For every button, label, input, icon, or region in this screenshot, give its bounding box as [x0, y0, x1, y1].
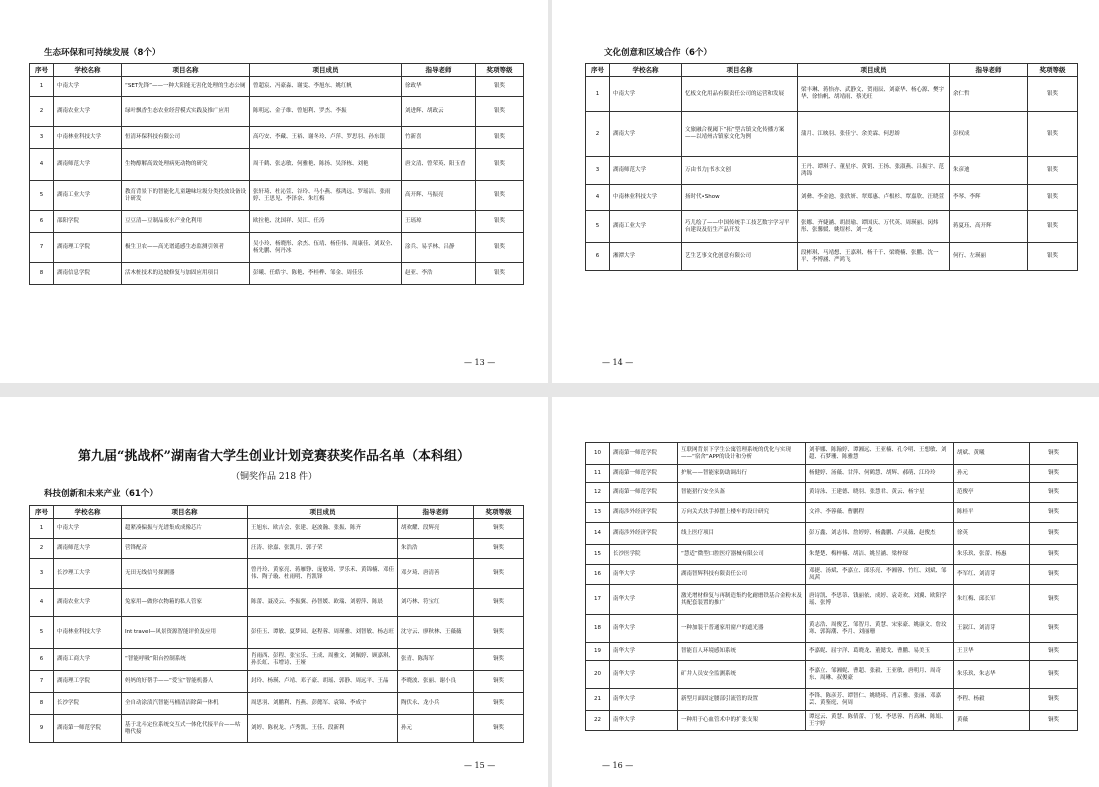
page-16 [552, 397, 1099, 787]
advisors: 孙元 [954, 465, 1030, 483]
team-members: 吴小玲、杨晓彤、余杰、伍靖、杨佳伟、周康佳、刘双全、杨先鹏、何丹冰 [250, 233, 402, 263]
table-row [30, 519, 524, 539]
awards-table [585, 63, 1078, 271]
team-members: 高巧安、李藏、王裕、谢冬玲、卢萍、罗思羽、孙东银 [250, 127, 402, 149]
row-number: 22 [586, 711, 610, 731]
school-name: 南华大学 [610, 711, 678, 731]
col-header: 项目成员 [798, 64, 950, 77]
row-number: 7 [30, 233, 54, 263]
col-header: 指导老师 [398, 506, 474, 519]
school-name: 中南林业科技大学 [54, 617, 122, 649]
team-members: 李锋、陈彦芳、谭智仁、姚晓琦、肖京雅、张丽、邓嘉芸、黄鉴庭、何周 [806, 689, 954, 711]
award-level: 银奖 [1028, 211, 1078, 243]
team-members: 蒲月、江映羽、张佳宁、余美霖、何思娇 [798, 112, 950, 157]
team-members: 朱楚楚、梅梓楠、胡洁、姚昱涵、梁梓琛 [806, 545, 954, 565]
award-level: 铜奖 [1030, 643, 1078, 661]
team-members: 陈明远、金子维、曾旭利、罗杰、李振 [250, 97, 402, 127]
row-number: 6 [30, 649, 54, 671]
table-row [30, 211, 524, 233]
school-name: 湖南涉外经济学院 [610, 523, 678, 545]
col-header: 学校名称 [54, 64, 122, 77]
table-row [586, 711, 1078, 731]
table-row [586, 661, 1078, 689]
advisors: 朱乐玖、朱志华 [954, 661, 1030, 689]
school-name: 湖南理工学院 [54, 233, 122, 263]
row-number: 5 [30, 181, 54, 211]
row-number: 6 [586, 243, 610, 271]
row-number: 3 [586, 157, 610, 185]
advisors: 何行、左瑛丽 [950, 243, 1028, 271]
team-members: 曾超宸、冯豪淼、谢雯、李旭东、姚红帆 [250, 77, 402, 97]
advisors: 刘巧林、符宝红 [398, 589, 474, 617]
table-row [30, 649, 524, 671]
table-row [30, 539, 524, 559]
team-members: 文祥、李蓉薇、曹鹏程 [806, 503, 954, 523]
project-name: 兔家用—做你衣物箱的私人管家 [122, 589, 248, 617]
table-row [586, 243, 1078, 271]
school-name: 中南林业科技大学 [610, 185, 682, 211]
team-members: 刘婷、陈祝龙、卢秀凯、王佳、段新利 [248, 715, 398, 743]
team-members: 封玲、杨瑛、卢靖、邓子豪、胡瑶、郭静、周远平、王晶 [248, 671, 398, 693]
advisors: 范俊亭 [954, 483, 1030, 503]
school-name: 中南大学 [54, 519, 122, 539]
project-name: 护航——智能家防助调出行 [678, 465, 806, 483]
project-name: 活木桩技术的边坡修复与加固应用项目 [122, 263, 250, 285]
table-row [586, 483, 1078, 503]
project-name: 激光增材修复与再制造集约化耐磨铁基合金粉末及其配套装置的推广 [678, 585, 806, 615]
team-members: 周思羽、刘鹏利、肖燕、彭懿军、袁锦、李成宇 [248, 693, 398, 715]
advisors: 蒋夏珏、高开辉 [950, 211, 1028, 243]
project-name: 智能猎行安全头盔 [678, 483, 806, 503]
award-level: 银奖 [476, 211, 524, 233]
table-row [30, 589, 524, 617]
project-name: 湖南智辉科技有限责任公司 [678, 565, 806, 585]
row-number: 14 [586, 523, 610, 545]
table-row [30, 149, 524, 181]
award-level: 银奖 [476, 97, 524, 127]
award-level: 铜奖 [1030, 615, 1078, 643]
col-header: 项目成员 [248, 506, 398, 519]
project-name: Int travel—风景资源智能评价及应用 [122, 617, 248, 649]
project-name: 艺生艺事文化创意有限公司 [682, 243, 798, 271]
award-level: 铜奖 [1030, 443, 1078, 465]
table-row [30, 263, 524, 285]
header-row [30, 64, 524, 77]
row-number: 11 [586, 465, 610, 483]
project-name: 万向关式扶手掉摆上楼车的设计研究 [678, 503, 806, 523]
row-number: 1 [30, 519, 54, 539]
col-header: 学校名称 [54, 506, 122, 519]
document-subtitle: （铜奖作品 218 件） [231, 472, 317, 482]
team-members: 谭逗云、黄慧、陈倩蕾、丁悦、李思蓉、肖高琳、陈娟、王宇婷 [806, 711, 954, 731]
row-number: 18 [586, 615, 610, 643]
award-level: 铜奖 [1030, 689, 1078, 711]
school-name: 湖南第一师范学院 [54, 715, 122, 743]
table-row [30, 233, 524, 263]
table-row [586, 615, 1078, 643]
school-name: 湖南师范大学 [610, 157, 682, 185]
team-members: 杨健婷、汤薇、甘萍、何鹤慧、胡辉、郝萌、江玲玲 [806, 465, 954, 483]
header-row [30, 506, 524, 519]
advisors: 彭权成 [950, 112, 1028, 157]
section-title: 生态环保和可持续发展（8个） [44, 48, 161, 58]
row-number: 4 [586, 185, 610, 211]
advisors: 徐政华 [402, 77, 476, 97]
row-number: 9 [30, 715, 54, 743]
award-level: 银奖 [476, 149, 524, 181]
school-name: 南华大学 [610, 661, 678, 689]
school-name: 湖南工业大学 [610, 211, 682, 243]
table-row [30, 693, 524, 715]
awards-table [29, 505, 524, 743]
advisors: 高开辉、马振亮 [402, 181, 476, 211]
advisors: 胡斌、黄曦 [954, 443, 1030, 465]
project-name: “智能呼吸”阳台控制系统 [122, 649, 248, 671]
award-level: 银奖 [476, 77, 524, 97]
project-name: 忆板文化用品有限责任公司的运营和发展 [682, 77, 798, 112]
team-members: 肖雨西、彭程、张宝乐、王成、周雅文、刘佩婷、顾嘉琪、孙长虹、韦增诗、王娅 [248, 649, 398, 671]
award-level: 银奖 [476, 233, 524, 263]
school-name: 南华大学 [610, 643, 678, 661]
project-name: 生物醇解高效处理病死动物的研究 [122, 149, 250, 181]
school-name: 湖南第一师范学院 [610, 483, 678, 503]
row-number: 8 [30, 263, 54, 285]
row-number: 5 [30, 617, 54, 649]
project-name: 绿叶飘香生态农业经营模式实践及推广应用 [122, 97, 250, 127]
award-level: 铜奖 [1030, 661, 1078, 689]
team-members: 黄诗泳、王建德、晓羽、张慧君、黄云、杨宇星 [806, 483, 954, 503]
team-members: 李嘉妮、屈宇洋、葛晓龙、董懿戈、曹鹏、易美玉 [806, 643, 954, 661]
row-number: 4 [30, 589, 54, 617]
school-name: 长沙学院 [54, 693, 122, 715]
col-header: 奖项等级 [474, 506, 524, 519]
project-name: 恒清环保科技有限公司 [122, 127, 250, 149]
advisors: 胡欢耀、段辉亮 [398, 519, 474, 539]
project-name: “SET先锋”——一种大阳能无害化处理的生态公厕 [122, 77, 250, 97]
team-members: 刘菲娜、陈翰婷、谭湘远、王亚楠、孔令明、王想敏、刘超、石梦珊、陈雅慧 [806, 443, 954, 465]
table-row [586, 185, 1078, 211]
project-name: 矿井人员安全监测系统 [678, 661, 806, 689]
col-header: 项目名称 [682, 64, 798, 77]
table-row [586, 77, 1078, 112]
row-number: 21 [586, 689, 610, 711]
school-name: 湖南信息学院 [54, 263, 122, 285]
table-row [586, 565, 1078, 585]
award-level: 铜奖 [1030, 503, 1078, 523]
team-members: 汪涛、徐嘉、张凯月、郭子荣 [248, 539, 398, 559]
advisors: 李军红、刘清芽 [954, 565, 1030, 585]
award-level: 铜奖 [474, 693, 524, 715]
advisors: 陈桂平 [954, 503, 1030, 523]
header-row [586, 64, 1078, 77]
team-members: 段彬琪、马靖想、王嘉琪、杨千千、梁晓楠、张鹏、沈一平、李博涵、严鸿飞 [798, 243, 950, 271]
team-members: 邓捷、汤斌、李嘉立、邱乐亮、李湘蓉、竹红、刘斌、邹凤茜 [806, 565, 954, 585]
section-title: 科技创新和未来产业（61个） [44, 489, 158, 499]
advisors: 李琴、李辉 [950, 185, 1028, 211]
page-number: — 14 — [602, 358, 634, 367]
row-number: 5 [586, 211, 610, 243]
advisors: 李晓波、张丽、谢小良 [398, 671, 474, 693]
project-name: 互联网背景下学生公寓管理系统的优化与实现——“宿舍”APP的设计和分析 [678, 443, 806, 465]
award-level: 银奖 [1028, 185, 1078, 211]
col-header: 学校名称 [610, 64, 682, 77]
advisors: 王淑江、刘清芽 [954, 615, 1030, 643]
page-14 [552, 0, 1099, 383]
table-row [586, 643, 1078, 661]
section-title: 文化创意和区域合作（6个） [604, 48, 712, 58]
table-row [586, 465, 1078, 483]
page-15 [0, 397, 548, 787]
school-name: 湖南农业大学 [54, 589, 122, 617]
school-name: 南华大学 [610, 565, 678, 585]
award-level: 铜奖 [474, 715, 524, 743]
award-level: 铜奖 [1030, 565, 1078, 585]
project-name: 教育背景下的智能化儿童趣味垃圾分类投放设备设计研发 [122, 181, 250, 211]
col-header: 项目名称 [122, 64, 250, 77]
school-name: 湖南第一师范学院 [610, 465, 678, 483]
row-number: 6 [30, 211, 54, 233]
advisors: 朱彦迪 [950, 157, 1028, 185]
project-name: 妈妈的好帮手——“爱宝”智能机器人 [122, 671, 248, 693]
page-number: — 16 — [602, 761, 634, 770]
school-name: 湖南师范大学 [54, 539, 122, 559]
table-row [586, 523, 1078, 545]
project-name: 万由书力|书水文创 [682, 157, 798, 185]
advisors: 刘进辉、胡政云 [402, 97, 476, 127]
team-members: 李嘉立、邹湘妮、曹超、张毅、王亚敏、唐明月、周奇东、周琳、叔俊豪 [806, 661, 954, 689]
team-members: 黄志浩、周俊艺、邹智月、黄慧、宋家豪、姚康文、詹玟寒、郭海潮、李月、刘丽珊 [806, 615, 954, 643]
document-title: 第九届“挑战杯”湖南省大学生创业计划竞赛获奖作品名单（本科组） [78, 449, 470, 464]
team-members: 刘彝、李金池、张欣妍、翠郑惠、卢根杉、覃嘉欣、汪晓萱 [798, 185, 950, 211]
row-number: 19 [586, 643, 610, 661]
table-row [586, 112, 1078, 157]
table-row [30, 77, 524, 97]
project-name: 智能盲人环境感知系统 [678, 643, 806, 661]
advisors: 张青、陈海军 [398, 649, 474, 671]
table-row [586, 211, 1078, 243]
school-name: 湖南工商大学 [54, 649, 122, 671]
advisors: 涂兵、易孚林、吕静 [402, 233, 476, 263]
col-header: 奖项等级 [1028, 64, 1078, 77]
row-number: 4 [30, 149, 54, 181]
advisors: 沈守云、廖秋林、王薇薇 [398, 617, 474, 649]
school-name: 湖南大学 [610, 112, 682, 157]
row-number: 7 [30, 671, 54, 693]
advisors: 唐文清、曾荣英、阳玉香 [402, 149, 476, 181]
row-number: 20 [586, 661, 610, 689]
team-members: 周千鹤、张志敏、何雅艳、陈扬、吴泽栋、刘艳 [250, 149, 402, 181]
project-name: 极生卫农——高光谱遥感生态监测引领者 [122, 233, 250, 263]
row-number: 10 [586, 443, 610, 465]
col-header: 序号 [586, 64, 610, 77]
award-level: 铜奖 [1030, 465, 1078, 483]
advisors: 陶伏永、龙小兵 [398, 693, 474, 715]
school-name: 湖南涉外经济学院 [610, 503, 678, 523]
page-number: — 15 — [464, 761, 496, 770]
school-name: 湖南第一师范学院 [610, 443, 678, 465]
team-members: 王旭东、欧吉会、张建、赵波瀚、张振、陈齐 [248, 519, 398, 539]
project-name: 文旅融合视阈下“拓”型古镇文化传播方案——以靖州古镇家文化为例 [682, 112, 798, 157]
table-row [586, 157, 1078, 185]
awards-table [29, 63, 524, 285]
table-row [30, 671, 524, 693]
advisors: 王卫华 [954, 643, 1030, 661]
award-level: 银奖 [1028, 77, 1078, 112]
advisors: 邓夕琦、唐清善 [398, 559, 474, 589]
school-name: 中南林业科技大学 [54, 127, 122, 149]
advisors: 竹新喜 [402, 127, 476, 149]
project-name: 营锋配音 [122, 539, 248, 559]
school-name: 南华大学 [610, 585, 678, 615]
project-name: 巧儿绘了——中国传统手工技艺数字学习平台建设及衍生产品开发 [682, 211, 798, 243]
school-name: 湖南师范大学 [54, 149, 122, 181]
table-row [30, 617, 524, 649]
award-level: 铜奖 [1030, 483, 1078, 503]
team-members: 彭万鑫、刘志伟、詹婷婷、杨鑫鹏、卢灵薇、赵俊杰 [806, 523, 954, 545]
row-number: 1 [586, 77, 610, 112]
row-number: 2 [30, 539, 54, 559]
project-name: 超紧凑偏振与光谱集成成像芯片 [122, 519, 248, 539]
col-header: 项目成员 [250, 64, 402, 77]
row-number: 8 [30, 693, 54, 715]
row-number: 3 [30, 559, 54, 589]
project-name: 全自动涂渍汽智能马桶清洁除菌一体机 [122, 693, 248, 715]
award-level: 铜奖 [474, 649, 524, 671]
award-level: 铜奖 [474, 559, 524, 589]
award-level: 铜奖 [474, 589, 524, 617]
table-row [586, 545, 1078, 565]
page-number: — 13 — [464, 358, 496, 367]
row-number: 3 [30, 127, 54, 149]
award-level: 银奖 [476, 263, 524, 285]
team-members: 张娜、齐婕涵、胡晨瑜、谭国庆、万代英、周瑛丽、闵炜彤、张馨媛、姚煜杉、刘一龙 [798, 211, 950, 243]
award-level: 铜奖 [474, 519, 524, 539]
col-header: 序号 [30, 506, 54, 519]
table-row [586, 689, 1078, 711]
team-members: 彭曦、任皓宇、陈艳、李桂桦、邹金、周佳乐 [250, 263, 402, 285]
school-name: 南华大学 [610, 689, 678, 711]
col-header: 指导老师 [402, 64, 476, 77]
row-number: 15 [586, 545, 610, 565]
award-level: 铜奖 [1030, 711, 1078, 731]
team-members: 梁丰琳、蒋怡亦、武静文、贺雨辰、刘豪华、杨心源、樊宇华、徐怡帆、胡靖雨、蔡光旺 [798, 77, 950, 112]
col-header: 奖项等级 [476, 64, 524, 77]
school-name: 湖南农业大学 [54, 97, 122, 127]
school-name: 湘潭大学 [610, 243, 682, 271]
advisors: 朱浩浩 [398, 539, 474, 559]
award-level: 铜奖 [474, 671, 524, 693]
col-header: 指导老师 [950, 64, 1028, 77]
award-level: 银奖 [476, 181, 524, 211]
advisors: 黄薇 [954, 711, 1030, 731]
advisors: 朱红梅、邱长军 [954, 585, 1030, 615]
table-row [30, 715, 524, 743]
school-name: 长沙医学院 [610, 545, 678, 565]
row-number: 2 [30, 97, 54, 127]
school-name: 中南大学 [610, 77, 682, 112]
award-level: 银奖 [1028, 112, 1078, 157]
team-members: 彭佳玉、谭敏、夏梦园、赵程蓉、周瑾雅、刘智敏、杨志旺 [248, 617, 398, 649]
school-name: 湖南理工学院 [54, 671, 122, 693]
advisors: 朱乐玖、张蕾、杨惠 [954, 545, 1030, 565]
row-number: 16 [586, 565, 610, 585]
table-row [30, 559, 524, 589]
table-row [30, 97, 524, 127]
project-name: 新型月面固定腰部引流管的设置 [678, 689, 806, 711]
award-level: 铜奖 [474, 539, 524, 559]
school-name: 长沙理工大学 [54, 559, 122, 589]
project-name: “慧适”微型口腔医疗器械有限公司 [678, 545, 806, 565]
project-name: 一种用于心血管术中的扩张支架 [678, 711, 806, 731]
school-name: 邵阳学院 [54, 211, 122, 233]
award-level: 银奖 [1028, 243, 1078, 271]
award-level: 银奖 [476, 127, 524, 149]
project-name: 基于北斗定位系统交互式一体化代接平台——咕噜代接 [122, 715, 248, 743]
advisors: 余仁哲 [950, 77, 1028, 112]
team-members: 陈蕾、聂凌云、李振翼、孙智媛、欧瑞、刘碧萍、陈晨 [248, 589, 398, 617]
team-members: 欧拉艳、沈国祥、吴江、任涛 [250, 211, 402, 233]
project-name: 豆豆清—豆制品废水产业化利用 [122, 211, 250, 233]
award-level: 银奖 [1028, 157, 1078, 185]
table-row [586, 443, 1078, 465]
table-row [30, 127, 524, 149]
row-number: 17 [586, 585, 610, 615]
row-number: 12 [586, 483, 610, 503]
school-name: 中南大学 [54, 77, 122, 97]
advisors: 徐英 [954, 523, 1030, 545]
team-members: 王丹、谭琪子、董星序、黄钥、王扬、张淑燕、吕振宇、范鸿锦 [798, 157, 950, 185]
row-number: 2 [586, 112, 610, 157]
advisors: 李程、杨毅 [954, 689, 1030, 711]
project-name: 一种加装于普通家用窗户的遮光器 [678, 615, 806, 643]
advisors: 赵亚、李浩 [402, 263, 476, 285]
page-13 [0, 0, 548, 383]
award-level: 铜奖 [474, 617, 524, 649]
award-level: 铜奖 [1030, 545, 1078, 565]
advisors: 王瑶琼 [402, 211, 476, 233]
team-members: 曾丹玲、黄家亮、蒋雁铮、庞敏琦、罗乐禾、黄锦楠、邓佳伟、陶子璇、杜雨明、肖凯锋 [248, 559, 398, 589]
table-row [586, 503, 1078, 523]
row-number: 13 [586, 503, 610, 523]
award-level: 铜奖 [1030, 523, 1078, 545]
table-row [30, 181, 524, 211]
table-row [586, 585, 1078, 615]
awards-table [585, 442, 1078, 731]
col-header: 项目名称 [122, 506, 248, 519]
advisors: 孙元 [398, 715, 474, 743]
col-header: 序号 [30, 64, 54, 77]
team-members: 张轩琦、杜沁萱、谷玲、马小燕、蔡鸿远、罗瑶洁、张雨婷、王思见、李泽奈、朱红梅 [250, 181, 402, 211]
project-name: 扬时代•Show [682, 185, 798, 211]
row-number: 1 [30, 77, 54, 97]
school-name: 湖南工业大学 [54, 181, 122, 211]
team-members: 唐诗凯、李思蒂、钱丽依、成婷、袁奇欢、刘翼、欧阳学瑶、张博 [806, 585, 954, 615]
project-name: 线上医疗项目 [678, 523, 806, 545]
school-name: 南华大学 [610, 615, 678, 643]
project-name: 无田无线信号探测器 [122, 559, 248, 589]
award-level: 铜奖 [1030, 585, 1078, 615]
